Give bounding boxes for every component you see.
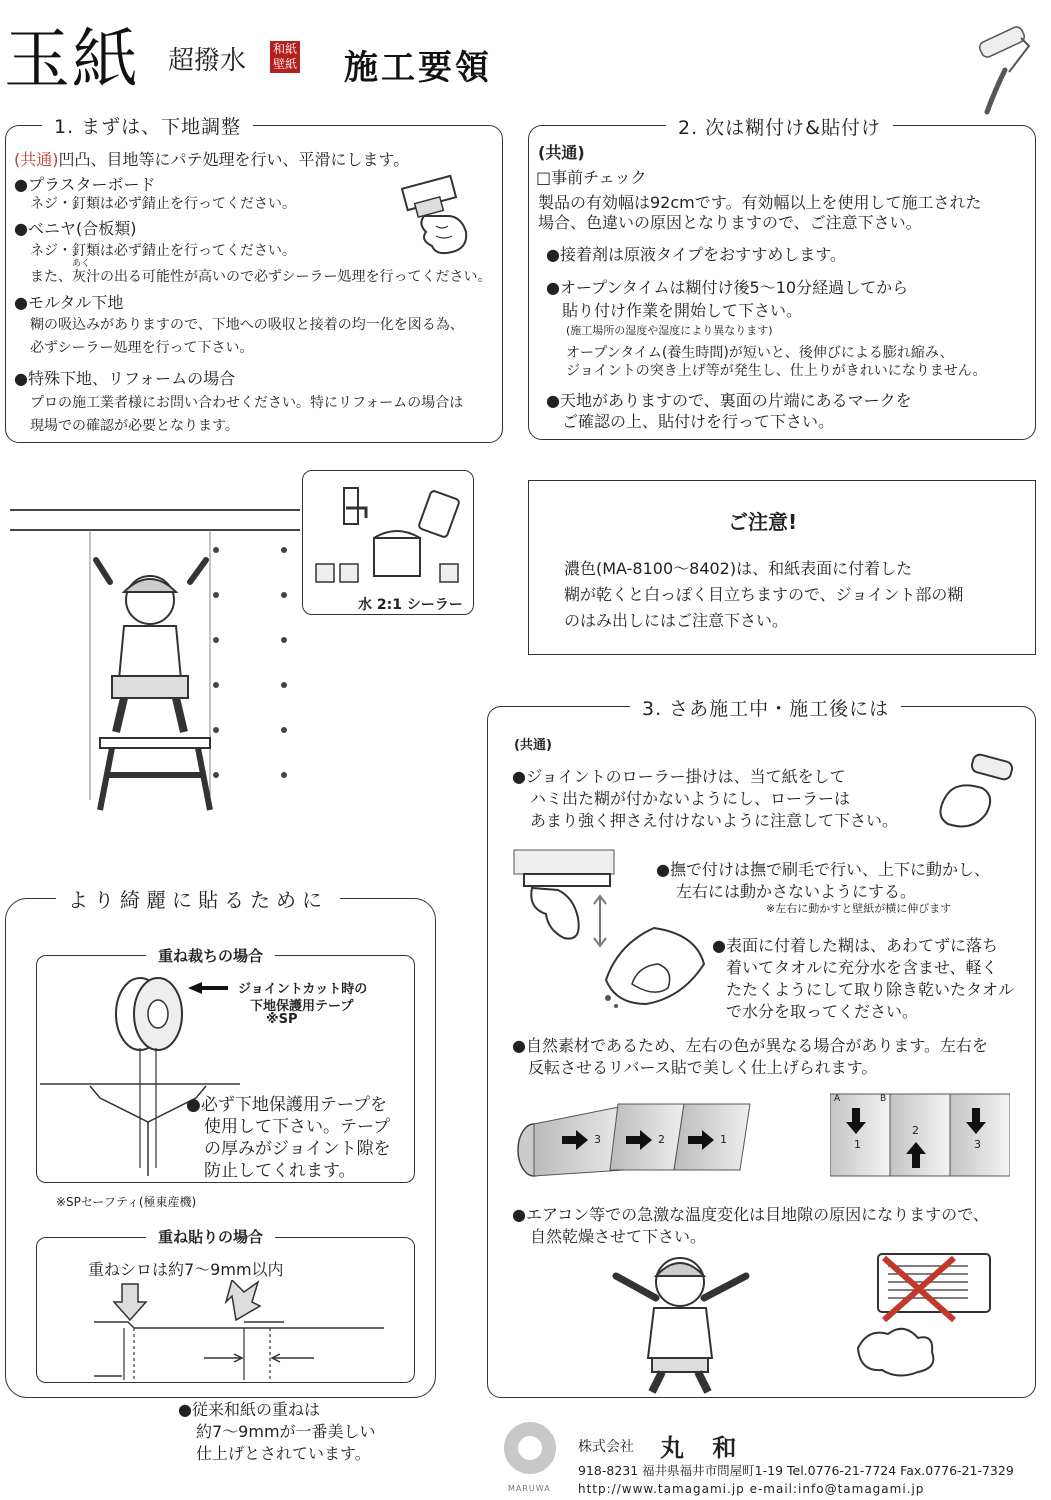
section-2-title: 2. 次は糊付け&貼付け <box>666 113 893 140</box>
overlap-diagram <box>94 1280 394 1380</box>
sec1-common <box>14 147 409 170</box>
sec2-adhesive: ●接着剤は原液タイプをおすすめします。 <box>546 245 847 264</box>
section-3-title: 3. さあ施工中・施工後には <box>630 694 901 721</box>
sealer-ratio-label: 水 2:1 シーラー <box>358 597 463 613</box>
worker-illustration <box>596 1246 766 1394</box>
sec1-item-3-head: ●特殊下地、リフォームの場合 <box>14 369 236 388</box>
sec2-open-1: 貼り付け作業を開始して下さい。 <box>562 301 803 320</box>
sec3-roller-0: ●ジョイントのローラー掛けは、当て紙をして <box>512 767 846 786</box>
sec3-common-tag: (共通) <box>514 738 552 753</box>
reverse-panel-mark-b: B <box>880 1094 887 1104</box>
sec1-item-1-line-1: また、灰汁の出る可能性が高いので必ずシーラー処理を行ってください。 <box>30 269 492 285</box>
brand-sub: 超撥水 <box>168 46 247 76</box>
company-address: 918-8231 福井県福井市問屋町1-19 Tel.0776-21-7724 Fax.0776-21-7329 <box>578 1463 1014 1478</box>
overlap-cut-title: 重ね裁ちの場合 <box>146 945 275 966</box>
sec1-item-3-line-0: プロの施工業者様にお問い合わせください。特にリフォームの場合は <box>30 395 464 411</box>
section-1-title: 1. まずは、下地調整 <box>42 112 253 139</box>
pointer-arrow-icon <box>186 980 230 996</box>
sec1-item-1-line-0: ネジ・釘類は必ず錆止を行ってください。 <box>30 243 296 259</box>
worker-on-ladder-illustration <box>0 470 310 850</box>
reverse-panel-mark-a: A <box>834 1094 841 1104</box>
tape-note-3: 防止してくれます。 <box>204 1161 356 1181</box>
overlap-size: 重ねシロは約7〜9mm以内 <box>88 1260 284 1279</box>
tape-label-2: ※SP <box>266 1012 298 1027</box>
sec3-brush-0: ●撫で付けは撫で刷毛で行い、上下に動かし、 <box>656 860 990 879</box>
page-title: 施工要領 <box>344 48 492 88</box>
sec3-aircon-1: 自然乾燥させて下さい。 <box>530 1227 707 1246</box>
sec3-reverse-1: 反転させるリバース貼で美しく仕上げられます。 <box>528 1058 878 1077</box>
putty-knife-illustration <box>396 160 496 260</box>
sec1-item-2-line-1: 必ずシーラー処理を行って下さい。 <box>30 340 254 356</box>
caution-line-2: のはみ出しにはご注意下さい。 <box>564 611 789 630</box>
brand-badge <box>270 41 300 73</box>
caution-title: ご注意! <box>728 510 798 534</box>
logo-text: MARUWA <box>508 1484 551 1493</box>
towel-hand-illustration <box>598 914 710 1010</box>
brand-title: 玉紙 <box>4 21 140 98</box>
tips-title: より綺麗に貼るために <box>56 884 340 913</box>
sec2-topbottom-0: ●天地がありますので、裏面の片端にあるマークを <box>546 391 912 410</box>
sec2-width-0: 製品の有効幅は92cmです。有効幅以上を使用して施工された <box>538 193 982 212</box>
reverse-panel-num-1: 1 <box>854 1138 861 1151</box>
reverse-panel-num-3: 3 <box>974 1138 981 1151</box>
roller-hand-illustration <box>926 752 1026 838</box>
reverse-roll-num-2: 2 <box>658 1133 665 1146</box>
sec2-open-note-0: オープンタイム(養生時間)が短いと、後伸びによる膨れ縮み、 <box>566 345 954 361</box>
sec1-item-0-head: ●プラスターボード <box>14 175 156 194</box>
sec3-towel-0: ●表面に付着した糊は、あわてずに落ち <box>712 936 998 955</box>
faucet-bucket-illustration <box>308 474 470 586</box>
sec2-width-1: 場合、色違いの原因となりますので、ご注意下さい。 <box>538 213 922 232</box>
sec1-common-tag: (共通) <box>14 150 59 169</box>
sec2-topbottom-1: ご確認の上、貼付けを行って下さい。 <box>562 412 835 431</box>
tape-note-1: 使用して下さい。テープ <box>204 1117 391 1137</box>
overlap-note-2: 仕上げとされています。 <box>196 1444 371 1463</box>
sec3-roller-2: あまり強く押さえ付けないように注意して下さい。 <box>530 811 899 830</box>
sec3-towel-1: 着いてタオルに充分水を含ませ、軽く <box>726 958 998 977</box>
sec2-check: □事前チェック <box>536 168 647 187</box>
tape-label-0: ジョイントカット時の <box>238 982 368 997</box>
reverse-panels-illustration <box>830 1092 1010 1178</box>
sec1-item-3-line-1: 現場での確認が必要となります。 <box>30 418 239 434</box>
reverse-panel-num-2: 2 <box>912 1124 919 1137</box>
tape-note-2: の厚みがジョイント隙を <box>204 1139 391 1159</box>
badge-top: 和紙 <box>272 42 297 56</box>
overlap-paste-title: 重ね貼りの場合 <box>146 1226 275 1247</box>
sec2-open-small: (施工場所の湿度や湿度により異なります) <box>566 324 773 337</box>
sec1-item-2-head: ●モルタル下地 <box>14 293 124 312</box>
company-name: 丸 和 <box>660 1434 747 1462</box>
tape-label-1: 下地保護用テープ <box>250 999 354 1014</box>
sec2-common-tag: (共通) <box>538 143 585 162</box>
company-web: http://www.tamagami.jp e-mail:info@tamagami.jp <box>578 1482 925 1496</box>
air-conditioner-crossed-illustration <box>848 1248 998 1380</box>
overlap-note-0: ●従来和紙の重ねは <box>178 1400 320 1419</box>
paint-roller-icon <box>965 20 1035 120</box>
sec3-reverse-0: ●自然素材であるため、左右の色が異なる場合があります。左右を <box>512 1036 989 1055</box>
sec3-towel-2: たたくようにして取り除き乾いたタオル <box>726 980 1015 999</box>
caution-line-1: 糊が乾くと白っぽく目立ちますので、ジョイント部の糊 <box>564 585 964 604</box>
sec1-ruby: あく <box>72 259 91 269</box>
sec3-aircon-0: ●エアコン等での急激な温度変化は目地隙の原因になりますので、 <box>512 1205 989 1224</box>
overlap-note-1: 約7〜9mmが一番美しい <box>196 1422 376 1441</box>
sp-note: ※SPセーフティ(極東産機) <box>56 1195 197 1209</box>
caution-line-0: 濃色(MA-8100〜8402)は、和紙表面に付着した <box>564 559 913 578</box>
sec2-open-0: ●オープンタイムは糊付け後5〜10分経過してから <box>546 278 909 297</box>
badge-bottom: 壁紙 <box>272 57 297 71</box>
reverse-roll-illustration <box>514 1090 754 1182</box>
sec3-brush-1: 左右には動かさないようにする。 <box>676 882 917 901</box>
sec3-towel-3: で水分を取ってください。 <box>726 1002 919 1021</box>
sec1-item-0-line-0: ネジ・釘類は必ず錆止を行ってください。 <box>30 196 296 212</box>
sec3-roller-1: ハミ出た糊が付かないようにし、ローラーは <box>530 789 851 808</box>
tape-note-0: ●必ず下地保護用テープを <box>186 1095 387 1115</box>
sec1-item-2-line-0: 糊の吸込みがありますので、下地への吸収と接着の均一化を図る為、 <box>30 317 464 333</box>
sec1-item-1-head: ●ベニヤ(合板類) <box>14 219 137 238</box>
reverse-roll-num-1: 1 <box>720 1133 727 1146</box>
sec1-common-text: 凹凸、目地等にパテ処理を行い、平滑にします。 <box>58 150 410 169</box>
reverse-roll-num-3: 3 <box>594 1133 601 1146</box>
sec2-open-note-1: ジョイントの突き上げ等が発生し、仕上りがきれいになりません。 <box>566 363 987 379</box>
company-prefix: 株式会社 <box>578 1439 634 1455</box>
sec3-brush-small: ※左右に動かすと壁紙が横に伸びます <box>766 902 952 915</box>
maruwa-logo <box>498 1418 562 1482</box>
